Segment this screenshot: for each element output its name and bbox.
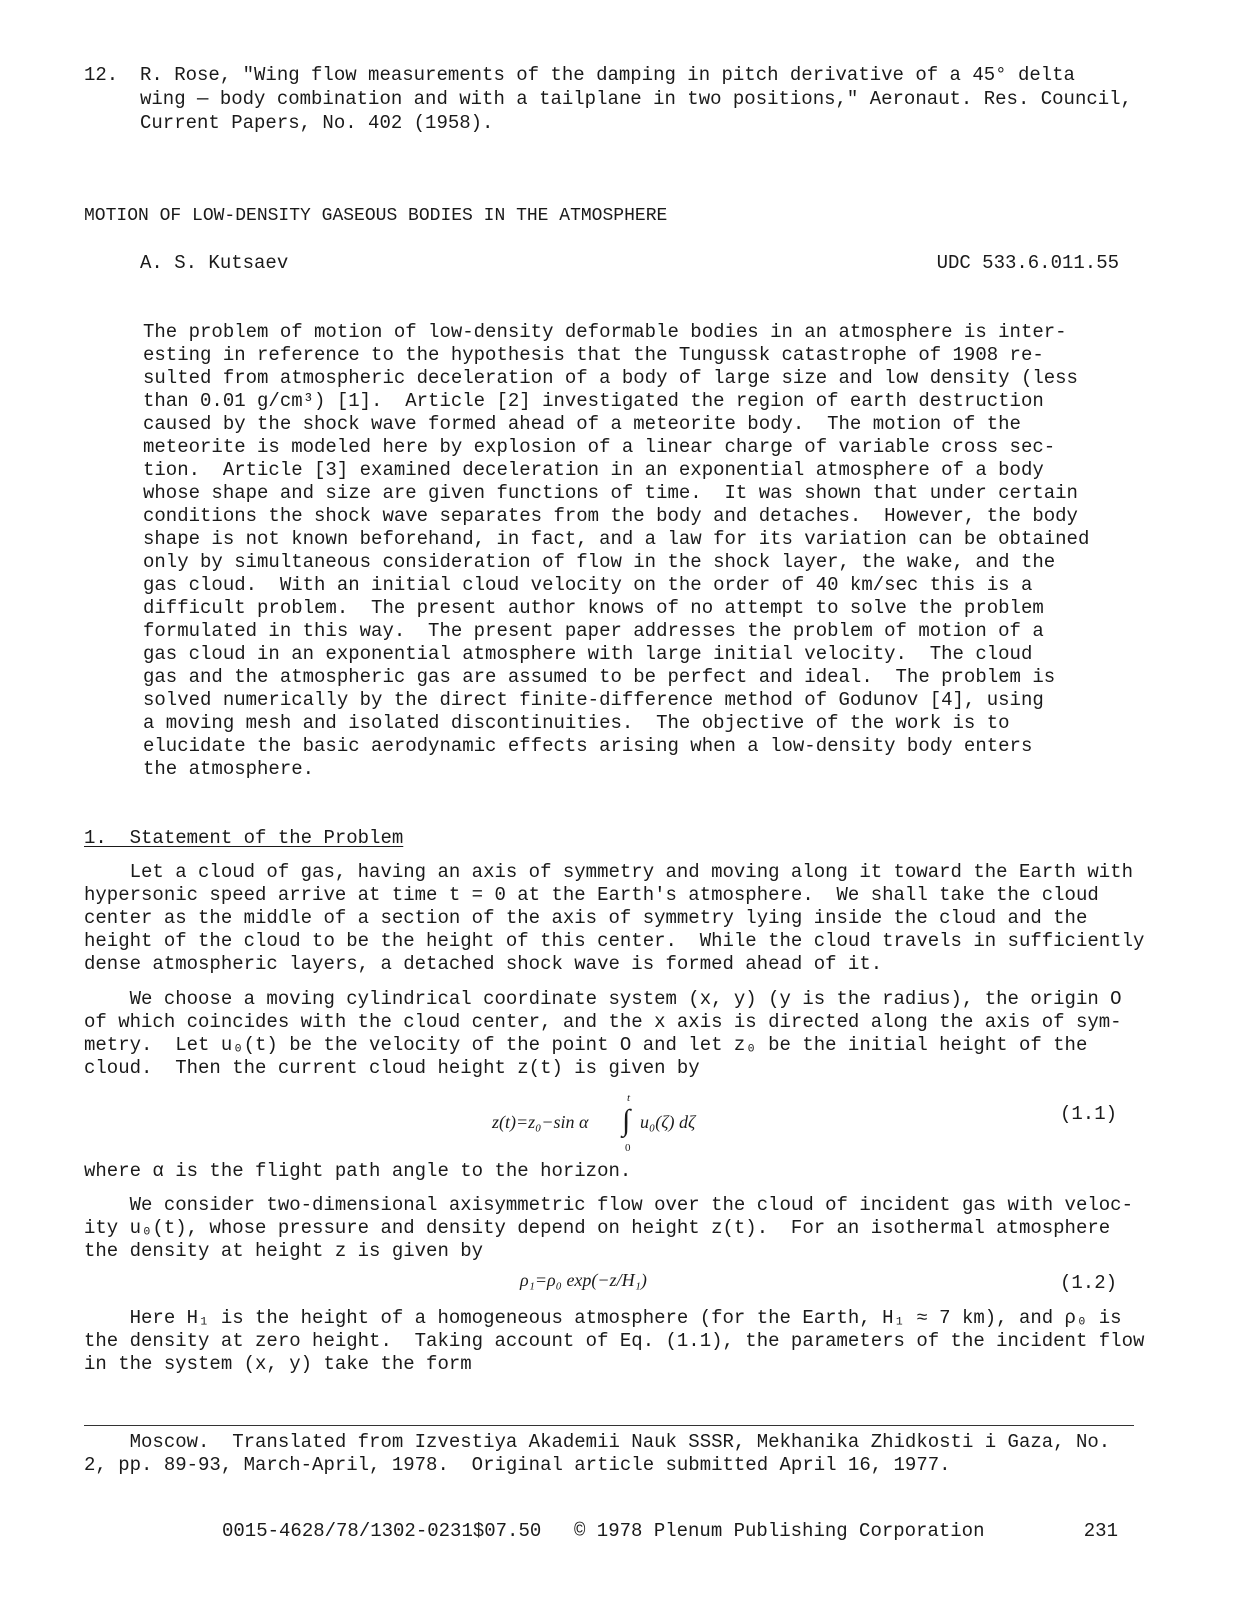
footnote-rule (84, 1425, 1134, 1426)
abstract-line: only by simultaneous consideration of flow in the shock layer, the wake, and the (143, 551, 1056, 573)
article-udc: UDC 533.6.011.55 (936, 252, 1119, 274)
body-line: ity u₀(t), whose pressure and density depend on height z(t). For an isothermal atmosphere (84, 1217, 1111, 1239)
body-line: cloud. Then the current cloud height z(t) is given by (84, 1057, 700, 1079)
body-line: of which coincides with the cloud center, and the x axis is directed along the axis of sym- (84, 1011, 1122, 1033)
body-line: We choose a moving cylindrical coordinate system (x, y) (y is the radius), the origin O (84, 988, 1122, 1010)
abstract-line: tion. Article [3] examined deceleration in an exponential atmosphere of a body (143, 459, 1044, 481)
body-line: Let a cloud of gas, having an axis of symmetry and moving along it toward the Earth with (84, 861, 1133, 883)
abstract-line: gas cloud in an exponential atmosphere with large initial velocity. The cloud (143, 643, 1033, 665)
abstract-line: than 0.01 g/cm³) [1]. Article [2] investigated the region of earth destruction (143, 390, 1044, 412)
body-line: in the system (x, y) take the form (84, 1353, 472, 1375)
body-line: where α is the flight path angle to the horizon. (84, 1160, 632, 1182)
abstract-line: The problem of motion of low-density deformable bodies in an atmosphere is inter- (143, 321, 1067, 343)
article-title: MOTION OF LOW-DENSITY GASEOUS BODIES IN THE ATMOSPHERE (84, 206, 668, 226)
abstract-line: conditions the shock wave separates from the body and detaches. However, the body (143, 505, 1078, 527)
body-line: the density at height z is given by (84, 1240, 484, 1262)
eq2-text: ρ₁=ρ₀ exp(−z/H₁) (520, 1270, 647, 1290)
body-line: dense atmospheric layers, a detached shock wave is formed ahead of it. (84, 953, 883, 975)
abstract-line: gas cloud. With an initial cloud velocity on the order of 40 km/sec this is a (143, 574, 1033, 596)
section-heading: 1. Statement of the Problem (84, 827, 404, 849)
body-line: center as the middle of a section of the axis of symmetry lying inside the cloud and the (84, 907, 1088, 929)
eq1-number: (1.1) (1059, 1103, 1117, 1125)
body-line: Here H₁ is the height of a homogeneous atmosphere (for the Earth, H₁ ≈ 7 km), and ρ₀ is (84, 1307, 1122, 1329)
abstract-line: whose shape and size are given functions of time. It was shown that under certain (143, 482, 1078, 504)
abstract-line: caused by the shock wave formed ahead of a meteorite body. The motion of the (143, 413, 1021, 435)
body-line: We consider two-dimensional axisymmetric flow over the cloud of incident gas with veloc- (84, 1194, 1133, 1216)
body-line: hypersonic speed arrive at time t = 0 at the Earth's atmosphere. We shall take the cloud (84, 884, 1099, 906)
abstract-line: the atmosphere. (143, 758, 315, 780)
abstract-line: shape is not known beforehand, in fact, and a law for its variation can be obtained (143, 528, 1090, 550)
eq1-upper-limit: t (627, 1092, 631, 1104)
abstract-line: solved numerically by the direct finite-difference method of Godunov [4], using (143, 689, 1044, 711)
eq2-number: (1.2) (1059, 1272, 1117, 1294)
abstract-line: elucidate the basic aerodynamic effects arising when a low-density body enters (143, 735, 1033, 757)
reference-number: 12. (84, 64, 119, 86)
eq1-integrand: u₀(ζ) dζ (640, 1112, 696, 1132)
abstract-line: esting in reference to the hypothesis that the Tungussk catastrophe of 1908 re- (143, 344, 1044, 366)
page-number: 231 (1083, 1520, 1118, 1542)
article-author: A. S. Kutsaev (140, 252, 289, 274)
abstract-line: gas and the atmospheric gas are assumed to be perfect and ideal. The problem is (143, 666, 1056, 688)
abstract-line: meteorite is modeled here by explosion of a linear charge of variable cross sec- (143, 436, 1056, 458)
abstract-line: a moving mesh and isolated discontinuities. The objective of the work is to (143, 712, 1010, 734)
abstract-line: sulted from atmospheric deceleration of a body of large size and low density (less (143, 367, 1078, 389)
eq1-lower-limit: 0 (625, 1142, 631, 1154)
reference-line: R. Rose, "Wing flow measurements of the damping in pitch derivative of a 45° delta (140, 64, 1075, 86)
body-line: height of the cloud to be the height of this center. While the cloud travels in sufficiently (84, 930, 1145, 952)
footer-copyright: © 1978 Plenum Publishing Corporation (574, 1520, 985, 1542)
body-line: the density at zero height. Taking account of Eq. (1.1), the parameters of the incident flow (84, 1330, 1145, 1352)
reference-line: wing — body combination and with a tailplane in two positions," Aeronaut. Res. Council, (140, 88, 1132, 110)
footnote-line: Moscow. Translated from Izvestiya Akademii Nauk SSSR, Mekhanika Zhidkosti i Gaza, No. (84, 1431, 1111, 1453)
abstract-line: difficult problem. The present author knows of no attempt to solve the problem (143, 597, 1044, 619)
footer-code: 0015-4628/78/1302-0231$07.50 (222, 1520, 542, 1542)
reference-line: Current Papers, No. 402 (1958). (140, 112, 494, 134)
footnote-line: 2, pp. 89-93, March-April, 1978. Original article submitted April 16, 1977. (84, 1454, 951, 1476)
eq1-lhs: z(t)=z₀−sin α (492, 1112, 589, 1132)
body-line: metry. Let u₀(t) be the velocity of the point O and let z₀ be the initial height of the (84, 1034, 1088, 1056)
abstract-line: formulated in this way. The present paper addresses the problem of motion of a (143, 620, 1044, 642)
eq1-integral-sign: ∫ (622, 1104, 631, 1137)
